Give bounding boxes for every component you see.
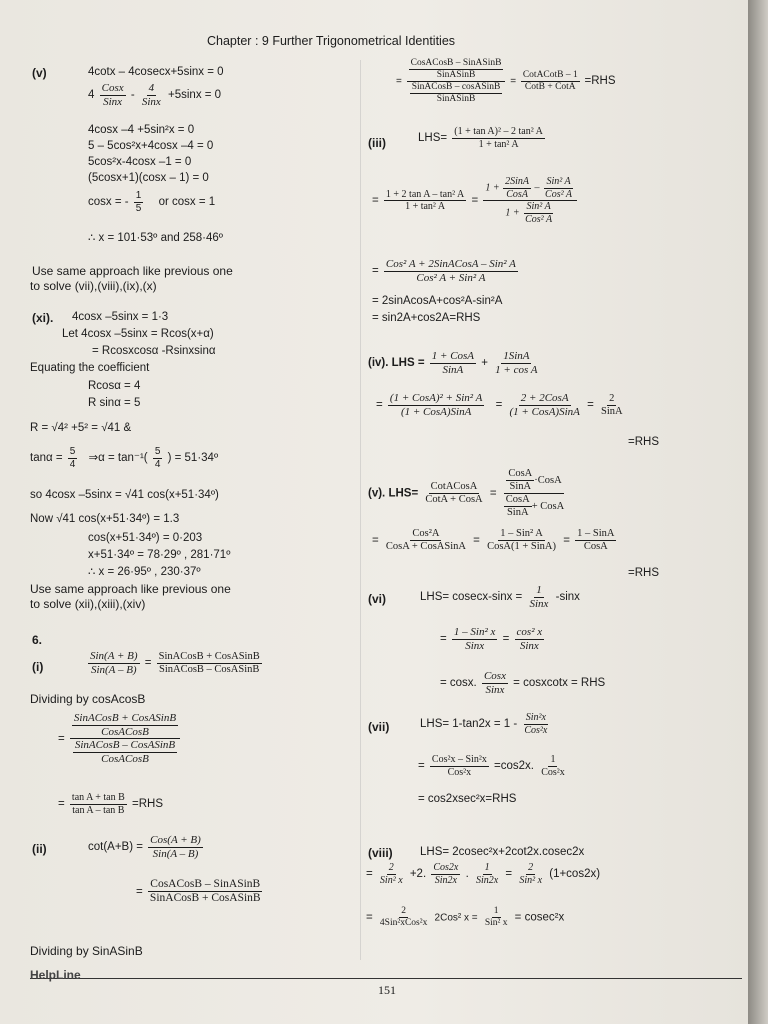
part-vi-label: (vi)	[368, 592, 386, 606]
part-vii-label: (vii)	[368, 720, 390, 734]
eq-line: (v). LHS= $\frac{\text{CotACosA}}{\text{CotA + CosA}}$ = $\frac{\text{CosA}}{\text{SinA}}$ ·CosA $\frac{\text{CosA}}{\text{SinA}}$ + CosA	[368, 468, 565, 519]
eq-line: = Rcosxcosα -Rsinxsinα	[92, 345, 216, 357]
part-v-label: (v)	[32, 66, 47, 80]
eq-line: R sinα = 5	[88, 397, 141, 409]
eq-line: LHS= $\frac{\text{(1 + tan A)² – 2 tan² A}}{\text{1 + tan² A}}$	[418, 126, 543, 150]
eq-line: cos(x+51·34º) = 0·203	[88, 532, 203, 544]
eq-line: = 2sinAcosA+cos²A-sin²A	[372, 295, 503, 307]
eq-line: Rcosα = 4	[88, 380, 141, 392]
eq-line: = $\frac{\text{Cos²A}}{\text{CosA + CosASinA}}$ = $\frac{\text{1 – Sin² A}}{\text{CosA(1 + SinA)}}$ = $\frac{\text{1 – SinA}}{\text{CosA}}$	[372, 528, 615, 553]
eq-line: Now √41 cos(x+51·34º) = 1.3	[30, 513, 180, 525]
eq-line: so 4cosx –5sinx = √41 cos(x+51·34º)	[30, 489, 219, 501]
eq-line: ∴ x = 26·95º , 230·37º	[88, 566, 201, 578]
eq-line: 5 – 5cos²x+4cosx –4 = 0	[88, 140, 214, 152]
eq-line: 4 $\frac{\text{Cosx}}{\text{Sinx}}$ - $\frac{4}{\text{Sinx}}$ +5sinx = 0	[88, 82, 222, 108]
eq-line: Equating the coefficient	[30, 362, 150, 374]
part-iii-label: (iii)	[368, 136, 386, 150]
part-i-label: (i)	[32, 660, 44, 674]
eq-line: = $\frac{\text{1 – Sin² x}}{\text{Sinx}}$ = $\frac{\text{cos² x}}{\text{Sinx}}$	[440, 626, 543, 652]
eq-line: = cos2xsec²x=RHS	[418, 793, 517, 805]
eq-line: 5cos²x-4cosx –1 = 0	[88, 156, 192, 168]
eq-line: = $\frac{\text{(1 + CosA)² + Sin² A}}{\text{(1 + CosA)SinA}}$ = $\frac{\text{2 + 2CosA}}{\text{(1 + CosA)SinA}}$ = $\frac{2}{\text{SinA}}$	[376, 392, 623, 418]
footer-brand: HelpLine	[30, 968, 81, 982]
eq-line: (iv). LHS = $\frac{\text{1 + CosA}}{\text{SinA}}$ + $\frac{\text{1SinA}}{\text{1 + cos A}}$	[368, 350, 538, 376]
eq-line: = $\frac{\frac{\text{CosACosB – SinASinB}}{\text{SinASinB}}}{\frac{\text{SinACosB – cosASinB}}{\text{SinASinB}}}$ = $\frac{\text{CotACotB – 1}}{\text{CotB + CotA}}$ =RHS	[396, 58, 616, 104]
eq-line: cosx = - $\frac{1}{5}$ or cosx = 1	[88, 190, 216, 214]
page-number: 151	[378, 983, 396, 997]
eq-line: cot(A+B) = $\frac{\text{Cos(A + B)}}{\text{Sin(A – B)}}$	[88, 834, 201, 860]
rhs-label: =RHS	[628, 436, 659, 448]
eq-line: LHS= 2cosec²x+2cot2x.cosec2x	[420, 846, 585, 858]
note: Dividing by cosAcosB	[30, 692, 146, 706]
note: to solve (xii),(xiii),(xiv)	[30, 597, 146, 611]
eq-line: = sin2A+cos2A=RHS	[372, 312, 481, 324]
note: Dividing by SinASinB	[30, 944, 143, 958]
eq-line: ∴ x = 101·53º and 258·46º	[88, 232, 223, 244]
eq-line: R = √4² +5² = √41 &	[30, 422, 132, 434]
eq-line: = $\frac{\text{Cos² A + 2SinACosA – Sin² A}}{\text{Cos² A + Sin² A}}$	[372, 258, 516, 284]
eq-line: = $\frac{\frac{\text{SinACosB + CosASinB}}{\text{CosACosB}}}{\frac{\text{SinACosB – CosASinB}}{\text{CosACosB}}}$	[58, 712, 182, 766]
eq-line: = $\frac{\text{CosACosB – SinASinB}}{\text{SinACosB + CosASinB}}$	[136, 878, 261, 905]
eq-line: = $\frac{\text{1 + 2 tan A – tan² A}}{\text{1 + tan² A}}$ = 1 + $\frac{\text{2SinA}}{\text{CosA}}$ – $\frac{\text{Sin² A}}{\text{Cos² A}}$ 1 + $\frac{\text{Sin² A}}{\text{Cos² A}}$	[372, 176, 579, 225]
eq-line: (5cosx+1)(cosx – 1) = 0	[88, 172, 209, 184]
eq-line: x+51·34º = 78·29º , 281·71º	[88, 549, 231, 561]
eq-line: $\frac{\text{Sin(A + B)}}{\text{Sin(A – B)}}$ = $\frac{\text{SinACosB + CosASinB}}{\text{SinACosB – CosASinB}}$	[90, 650, 260, 676]
eq-line: = $\frac{\text{tan A + tan B}}{\text{tan A – tan B}}$ =RHS	[58, 792, 163, 816]
eq-line: Let 4cosx –5sinx = Rcos(x+α)	[62, 328, 214, 340]
eq-line: LHS= 1-tan2x = 1 - $\frac{\text{Sin²x}}{\text{Cos²x}}$	[420, 712, 548, 736]
eq-line: LHS= cosecx-sinx = $\frac{1}{\text{Sinx}}$ -sinx	[420, 584, 580, 610]
eq-line: tanα = $\frac{5}{4}$ ⇒α = tan⁻¹( $\frac{5}{4}$ ) = 51·34º	[30, 446, 219, 470]
eq-line: = cosx. $\frac{\text{Cosx}}{\text{Sinx}}$ = cosxcotx = RHS	[440, 670, 606, 696]
rhs-label: =RHS	[628, 567, 659, 579]
eq-line: 4cosx –4 +5sin²x = 0	[88, 124, 195, 136]
eq-line: = $\frac{2}{\text{4Sin²xCos²x}}$ 2Cos² x = $\frac{1}{\text{Sin² x}}$ = cosec²x	[366, 906, 565, 928]
question-6-label: 6.	[32, 633, 43, 647]
eq-line: 4cotx – 4cosecx+5sinx = 0	[88, 66, 224, 78]
eq-line: = $\frac{\text{Cos²x – Sin²x}}{\text{Cos²x}}$ =cos2x. $\frac{1}{\text{Cos²x}}$	[418, 754, 565, 778]
part-ii-label: (ii)	[32, 842, 47, 856]
binding-shadow	[748, 0, 768, 1024]
note: to solve (vii),(viii),(ix),(x)	[30, 279, 157, 293]
eq-line: = $\frac{2}{\text{Sin² x}}$ +2. $\frac{\text{Cos2x}}{\text{Sin2x}}$ . $\frac{1}{\text{Sin2x}}$ = $\frac{2}{\text{Sin² x}}$ (1+cos2x)	[366, 862, 601, 886]
eq-line: 4cosx –5sinx = 1·3	[72, 311, 169, 323]
part-xi-label: (xi).	[32, 311, 54, 325]
note: Use same approach like previous one	[32, 264, 233, 278]
column-divider	[360, 60, 361, 960]
note: Use same approach like previous one	[30, 582, 231, 596]
footer-rule	[30, 978, 742, 979]
chapter-header: Chapter : 9 Further Trigonometrical Identities	[207, 34, 456, 48]
part-viii-label: (viii)	[368, 846, 393, 860]
